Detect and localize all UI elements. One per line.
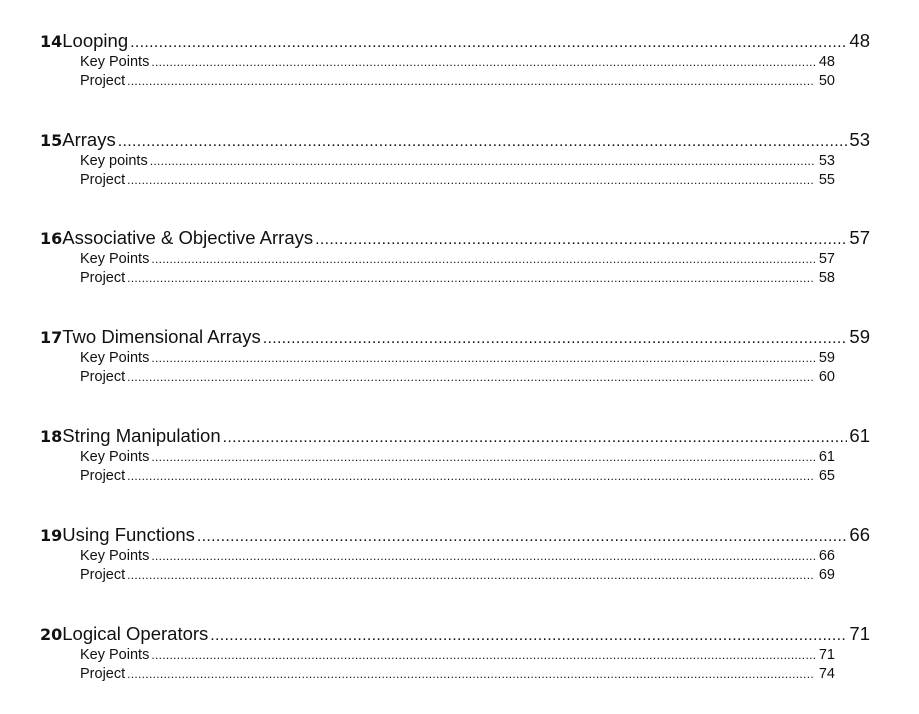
dot-leader xyxy=(151,53,815,71)
chapter-number: 15 xyxy=(40,131,63,150)
chapter-page-number: 66 xyxy=(849,524,870,545)
chapter-title: String Manipulation xyxy=(62,425,221,446)
entry-page-number: 60 xyxy=(818,369,835,385)
entry-label: Project xyxy=(80,73,126,89)
entry-page-number: 71 xyxy=(818,647,835,663)
entry-page-number: 59 xyxy=(818,350,835,366)
dot-leader xyxy=(127,368,815,386)
chapter-page-number: 71 xyxy=(849,623,870,644)
dot-leader xyxy=(223,427,848,449)
chapter-page-number: 61 xyxy=(849,425,870,446)
entry-page-number: 50 xyxy=(818,73,835,89)
toc-entry-key-points[interactable] xyxy=(80,250,835,268)
toc-entry-project[interactable] xyxy=(80,368,835,386)
toc-entry-key-points[interactable] xyxy=(80,547,835,565)
chapter-number: 18 xyxy=(40,427,63,446)
chapter-heading[interactable] xyxy=(40,524,870,546)
chapter-heading[interactable] xyxy=(40,30,870,52)
toc-entry-key-points[interactable] xyxy=(80,349,835,367)
toc-entry-project[interactable] xyxy=(80,566,835,584)
chapter-page-number: 53 xyxy=(849,129,870,150)
entry-page-number: 69 xyxy=(818,567,835,583)
dot-leader xyxy=(130,32,847,54)
chapter-title: Looping xyxy=(62,30,129,51)
dot-leader xyxy=(151,646,815,664)
entry-page-number: 74 xyxy=(818,666,835,682)
entry-label: Project xyxy=(80,369,126,385)
dot-leader xyxy=(151,349,815,367)
chapter-page-number: 48 xyxy=(849,30,870,51)
dot-leader xyxy=(197,526,848,548)
entry-page-number: 55 xyxy=(818,172,835,188)
toc-entry-project[interactable] xyxy=(80,171,835,189)
toc-entry-key-points[interactable] xyxy=(80,152,835,170)
chapter-number: 14 xyxy=(40,32,63,51)
entry-label: Key Points xyxy=(80,647,150,663)
toc-entry-key-points[interactable] xyxy=(80,53,835,71)
chapter-title: Associative & Objective Arrays xyxy=(62,227,314,248)
dot-leader xyxy=(210,625,847,647)
entry-page-number: 48 xyxy=(818,54,835,70)
chapter-heading[interactable] xyxy=(40,129,870,151)
entry-label: Key points xyxy=(80,153,148,169)
entry-label: Key Points xyxy=(80,449,150,465)
entry-label: Project xyxy=(80,270,126,286)
dot-leader xyxy=(263,328,848,350)
toc-chapter xyxy=(0,30,919,100)
chapter-number: 17 xyxy=(40,328,63,347)
entry-page-number: 66 xyxy=(818,548,835,564)
toc-entry-project[interactable] xyxy=(80,269,835,287)
entry-page-number: 61 xyxy=(818,449,835,465)
entry-label: Key Points xyxy=(80,54,150,70)
entry-label: Key Points xyxy=(80,548,150,564)
entry-page-number: 57 xyxy=(818,251,835,267)
toc-chapter xyxy=(0,524,919,594)
dot-leader xyxy=(118,131,848,153)
entry-label: Project xyxy=(80,468,126,484)
dot-leader xyxy=(127,171,815,189)
dot-leader xyxy=(127,665,815,683)
chapter-heading[interactable] xyxy=(40,623,870,645)
toc-chapter xyxy=(0,326,919,396)
chapter-number: 20 xyxy=(40,625,63,644)
toc-entry-key-points[interactable] xyxy=(80,448,835,466)
chapter-title: Logical Operators xyxy=(62,623,209,644)
entry-page-number: 65 xyxy=(818,468,835,484)
dot-leader xyxy=(127,269,815,287)
toc-chapter xyxy=(0,129,919,199)
entry-page-number: 58 xyxy=(818,270,835,286)
toc-entry-project[interactable] xyxy=(80,665,835,683)
dot-leader xyxy=(127,72,815,90)
dot-leader xyxy=(127,566,815,584)
dot-leader xyxy=(151,250,815,268)
chapter-page-number: 57 xyxy=(849,227,870,248)
chapter-heading[interactable] xyxy=(40,227,870,249)
chapter-heading[interactable] xyxy=(40,326,870,348)
entry-label: Project xyxy=(80,666,126,682)
toc-chapter xyxy=(0,623,919,693)
chapter-title: Arrays xyxy=(62,129,116,150)
entry-label: Key Points xyxy=(80,251,150,267)
dot-leader xyxy=(150,152,815,170)
chapter-heading[interactable] xyxy=(40,425,870,447)
toc-chapter xyxy=(0,227,919,297)
chapter-title: Two Dimensional Arrays xyxy=(62,326,261,347)
dot-leader xyxy=(151,547,815,565)
dot-leader xyxy=(127,467,815,485)
toc-entry-project[interactable] xyxy=(80,72,835,90)
entry-label: Key Points xyxy=(80,350,150,366)
toc-entry-key-points[interactable] xyxy=(80,646,835,664)
dot-leader xyxy=(315,229,847,251)
chapter-number: 19 xyxy=(40,526,63,545)
entry-page-number: 53 xyxy=(818,153,835,169)
chapter-number: 16 xyxy=(40,229,63,248)
entry-label: Project xyxy=(80,567,126,583)
chapter-page-number: 59 xyxy=(849,326,870,347)
toc-entry-project[interactable] xyxy=(80,467,835,485)
toc-chapter xyxy=(0,425,919,495)
chapter-title: Using Functions xyxy=(62,524,195,545)
dot-leader xyxy=(151,448,815,466)
entry-label: Project xyxy=(80,172,126,188)
